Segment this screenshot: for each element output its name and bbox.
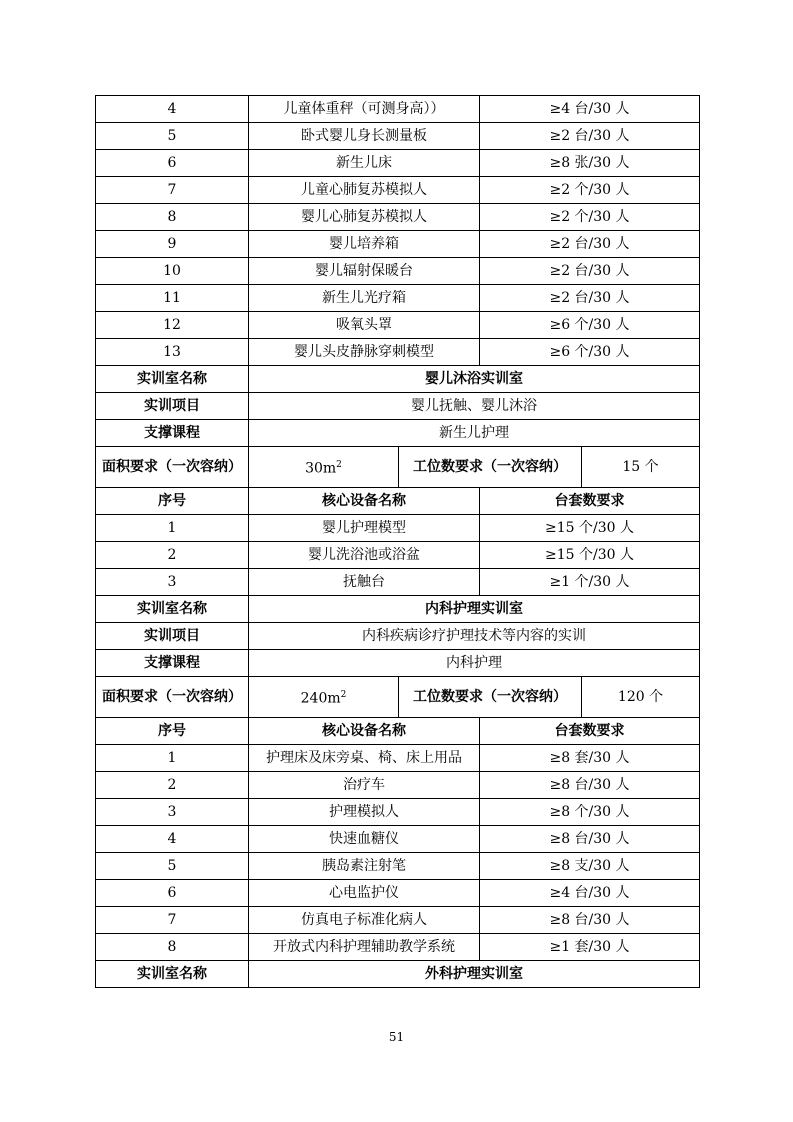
seq-cell: 3 — [96, 799, 249, 826]
quantity-cell: ≥6 个/30 人 — [480, 312, 700, 339]
quantity-cell: ≥2 台/30 人 — [480, 258, 700, 285]
equipment-name-cell: 儿童心肺复苏模拟人 — [249, 177, 480, 204]
equipment-name-cell: 婴儿辐射保暖台 — [249, 258, 480, 285]
table-row — [96, 542, 700, 569]
equipment-name-cell: 心电监护仪 — [249, 880, 480, 907]
table-row — [96, 123, 700, 150]
area-unit-superscript: 2 — [336, 459, 342, 470]
training-items-value: 婴儿抚触、婴儿沐浴 — [249, 393, 700, 420]
quantity-cell: ≥8 支/30 人 — [480, 853, 700, 880]
seq-cell: 6 — [96, 150, 249, 177]
table-row — [96, 488, 700, 515]
quantity-cell: ≥1 套/30 人 — [480, 934, 700, 961]
quantity-cell: ≥2 台/30 人 — [480, 285, 700, 312]
area-requirement-value — [249, 447, 399, 488]
core-equipment-header: 核心设备名称 — [249, 718, 480, 745]
seq-cell: 4 — [96, 826, 249, 853]
training-items-label: 实训项目 — [96, 393, 249, 420]
training-items-label: 实训项目 — [96, 623, 249, 650]
equipment-name-cell: 吸氧头罩 — [249, 312, 480, 339]
station-requirement-label: 工位数要求（一次容纳） — [399, 677, 582, 718]
table-row — [96, 393, 700, 420]
quantity-cell: ≥15 个/30 人 — [480, 515, 700, 542]
table-row — [96, 258, 700, 285]
seq-cell: 13 — [96, 339, 249, 366]
equipment-name-cell: 治疗车 — [249, 772, 480, 799]
equipment-name-cell: 护理床及床旁桌、椅、床上用品 — [249, 745, 480, 772]
table-row — [96, 853, 700, 880]
support-course-value: 新生儿护理 — [249, 420, 700, 447]
seq-cell: 2 — [96, 772, 249, 799]
equipment-name-cell: 胰岛素注射笔 — [249, 853, 480, 880]
room-name-label: 实训室名称 — [96, 596, 249, 623]
seq-cell: 6 — [96, 880, 249, 907]
table-row — [96, 339, 700, 366]
area-value: 240m — [300, 690, 341, 707]
equipment-name-cell: 抚触台 — [249, 569, 480, 596]
quantity-cell: ≥2 个/30 人 — [480, 177, 700, 204]
table-row — [96, 312, 700, 339]
quantity-cell: ≥6 个/30 人 — [480, 339, 700, 366]
station-requirement-value: 120 个 — [582, 677, 700, 718]
equipment-name-cell: 儿童体重秤（可测身高）） — [249, 96, 480, 123]
core-equipment-header: 核心设备名称 — [249, 488, 480, 515]
area-requirement-label: 面积要求（一次容纳） — [96, 677, 249, 718]
station-requirement-value: 15 个 — [582, 447, 700, 488]
table-row — [96, 204, 700, 231]
area-requirement-label: 面积要求（一次容纳） — [96, 447, 249, 488]
quantity-cell: ≥1 个/30 人 — [480, 569, 700, 596]
table-row — [96, 880, 700, 907]
area-requirement-value — [249, 677, 399, 718]
equipment-name-cell: 仿真电子标准化病人 — [249, 907, 480, 934]
room-name-value: 内科护理实训室 — [249, 596, 700, 623]
equipment-name-cell: 快速血糖仪 — [249, 826, 480, 853]
area-unit-superscript: 2 — [340, 689, 347, 700]
quantity-cell: ≥8 台/30 人 — [480, 907, 700, 934]
room-name-value: 外科护理实训室 — [249, 961, 700, 988]
table-row — [96, 799, 700, 826]
equipment-name-cell: 婴儿洗浴池或浴盆 — [249, 542, 480, 569]
table-row — [96, 718, 700, 745]
page-number: 51 — [388, 1030, 405, 1044]
support-course-label: 支撑课程 — [96, 650, 249, 677]
table-row — [96, 907, 700, 934]
quantity-cell: ≥2 台/30 人 — [480, 123, 700, 150]
seq-header: 序号 — [96, 488, 249, 515]
training-items-value: 内科疾病诊疗护理技术等内容的实训 — [249, 623, 700, 650]
equipment-name-cell: 开放式内科护理辅助教学系统 — [249, 934, 480, 961]
seq-cell: 1 — [96, 515, 249, 542]
seq-header: 序号 — [96, 718, 249, 745]
station-requirement-label: 工位数要求（一次容纳） — [399, 447, 582, 488]
table-row — [96, 447, 700, 488]
seq-cell: 1 — [96, 745, 249, 772]
seq-cell: 8 — [96, 934, 249, 961]
equipment-table — [95, 95, 700, 988]
table-row — [96, 96, 700, 123]
table-row — [96, 677, 700, 718]
quantity-cell: ≥4 台/30 人 — [480, 880, 700, 907]
seq-cell: 7 — [96, 177, 249, 204]
quantity-cell: ≥8 台/30 人 — [480, 772, 700, 799]
seq-cell: 4 — [96, 96, 249, 123]
room-name-value: 婴儿沐浴实训室 — [249, 366, 700, 393]
seq-cell: 10 — [96, 258, 249, 285]
quantity-cell: ≥8 台/30 人 — [480, 826, 700, 853]
room-name-label: 实训室名称 — [96, 961, 249, 988]
table-row — [96, 745, 700, 772]
table-row — [96, 366, 700, 393]
seq-cell: 7 — [96, 907, 249, 934]
quantity-cell: ≥2 台/30 人 — [480, 231, 700, 258]
quantity-cell: ≥8 张/30 人 — [480, 150, 700, 177]
table-row — [96, 515, 700, 542]
seq-cell: 8 — [96, 204, 249, 231]
seq-cell: 5 — [96, 123, 249, 150]
table-row — [96, 150, 700, 177]
table-row — [96, 934, 700, 961]
quantity-cell: ≥4 台/30 人 — [480, 96, 700, 123]
equipment-name-cell: 护理模拟人 — [249, 799, 480, 826]
seq-cell: 9 — [96, 231, 249, 258]
quantity-cell: ≥8 套/30 人 — [480, 745, 700, 772]
table-row — [96, 961, 700, 988]
seq-cell: 12 — [96, 312, 249, 339]
equipment-name-cell: 卧式婴儿身长测量板 — [249, 123, 480, 150]
equipment-name-cell: 新生儿床 — [249, 150, 480, 177]
quantity-header: 台套数要求 — [480, 488, 700, 515]
table-row — [96, 826, 700, 853]
table-row — [96, 177, 700, 204]
table-row — [96, 623, 700, 650]
quantity-cell: ≥8 个/30 人 — [480, 799, 700, 826]
equipment-name-cell: 婴儿心肺复苏模拟人 — [249, 204, 480, 231]
table-row — [96, 650, 700, 677]
table-row — [96, 231, 700, 258]
seq-cell: 11 — [96, 285, 249, 312]
equipment-name-cell: 婴儿培养箱 — [249, 231, 480, 258]
quantity-cell: ≥2 个/30 人 — [480, 204, 700, 231]
equipment-name-cell: 新生儿光疗箱 — [249, 285, 480, 312]
equipment-name-cell: 婴儿护理模型 — [249, 515, 480, 542]
table-row — [96, 596, 700, 623]
table-row — [96, 285, 700, 312]
seq-cell: 5 — [96, 853, 249, 880]
support-course-value: 内科护理 — [249, 650, 700, 677]
seq-cell: 2 — [96, 542, 249, 569]
equipment-name-cell: 婴儿头皮静脉穿刺模型 — [249, 339, 480, 366]
area-value: 30m — [305, 460, 337, 477]
room-name-label: 实训室名称 — [96, 366, 249, 393]
support-course-label: 支撑课程 — [96, 420, 249, 447]
quantity-cell: ≥15 个/30 人 — [480, 542, 700, 569]
table-row — [96, 772, 700, 799]
table-row — [96, 420, 700, 447]
seq-cell: 3 — [96, 569, 249, 596]
quantity-header: 台套数要求 — [480, 718, 700, 745]
table-row — [96, 569, 700, 596]
